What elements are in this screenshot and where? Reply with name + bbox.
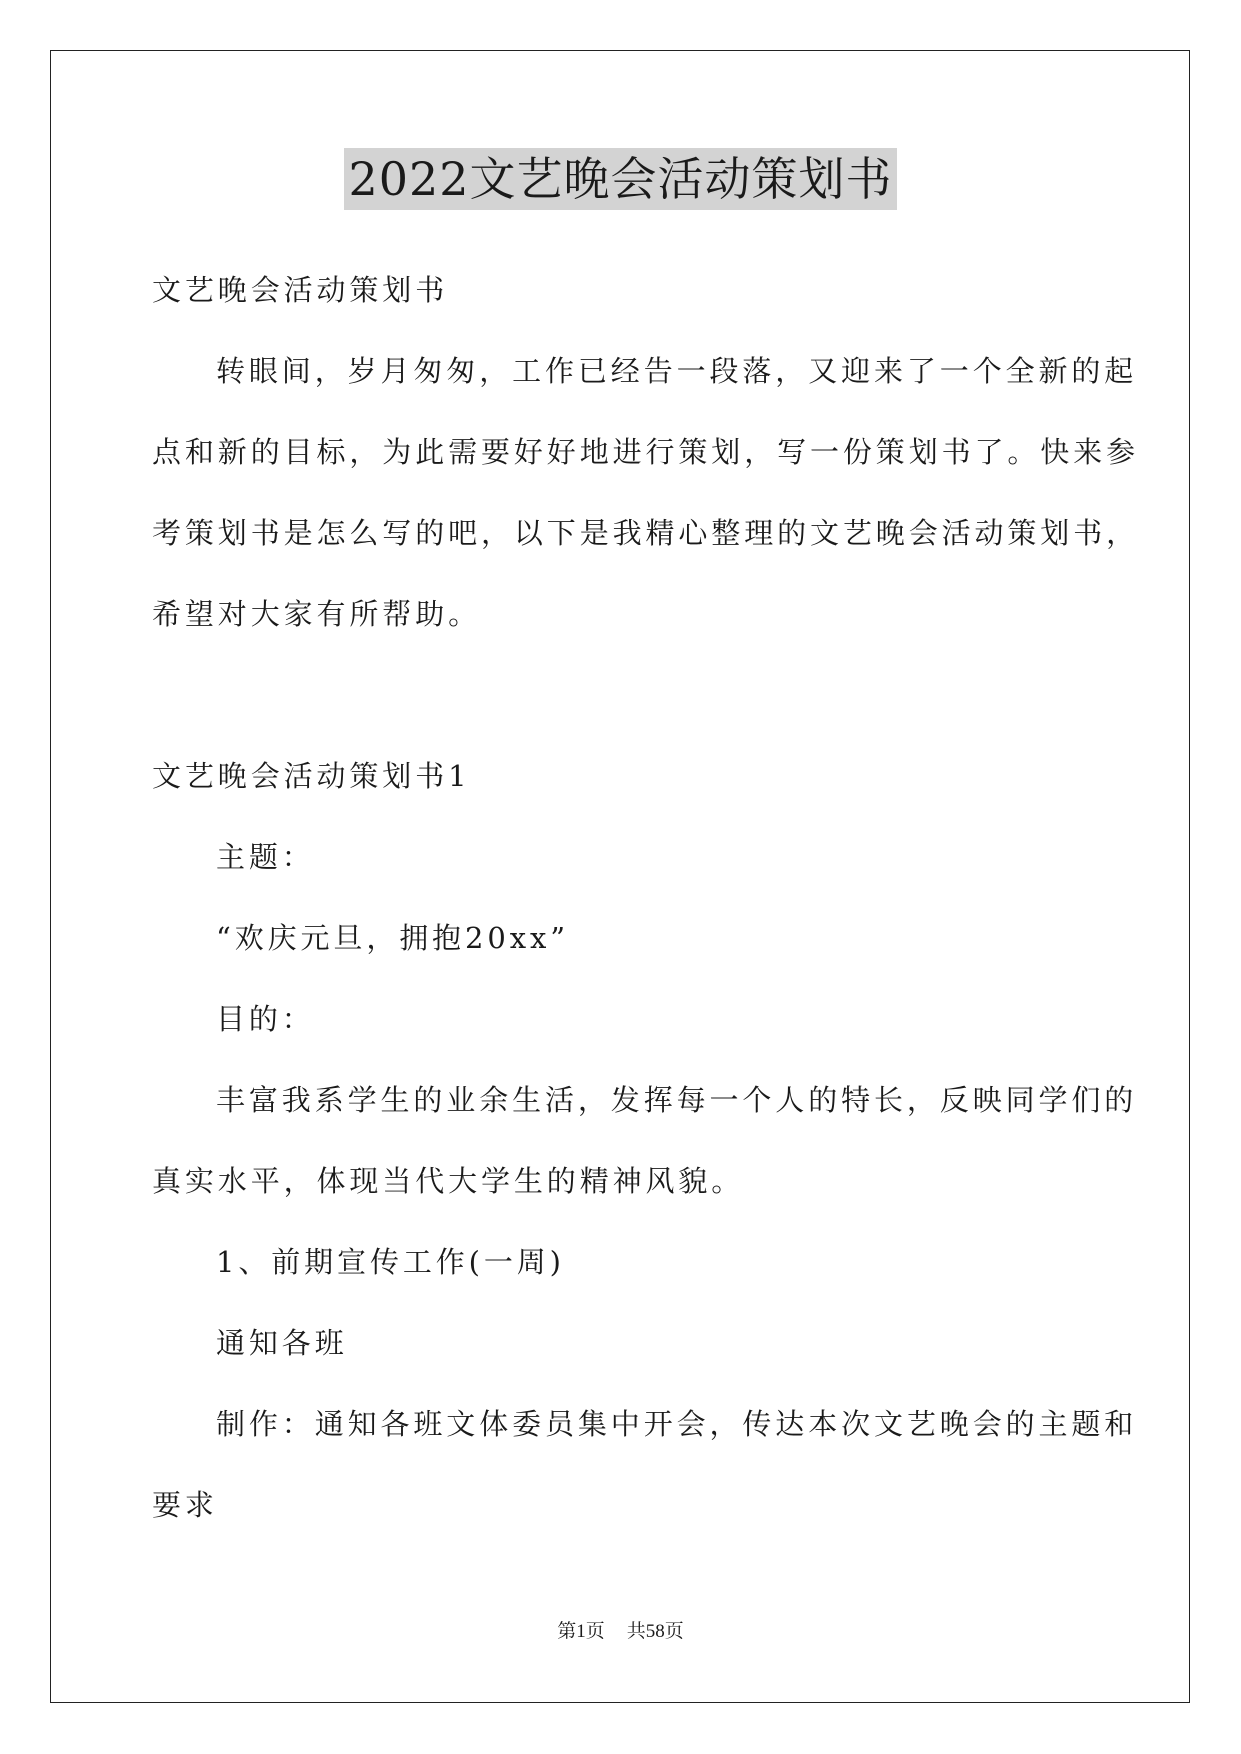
paragraph-line: 点和新的目标，为此需要好好地进行策划，写一份策划书了。快来参 [152,435,1140,469]
label-theme: 主题： [216,840,315,874]
paragraph-line: 丰富我系学生的业余生活，发挥每一个人的特长，反映同学们的 [216,1083,1138,1117]
section-heading-1: 文艺晚会活动策划书1 [152,759,471,793]
paragraph-line: 转眼间，岁月匆匆，工作已经告一段落，又迎来了一个全新的起 [216,354,1138,388]
section-heading-intro: 文艺晚会活动策划书 [152,273,449,307]
paragraph-line: 考策划书是怎么写的吧，以下是我精心整理的文艺晚会活动策划书， [152,516,1140,550]
paragraph-line: 通知各班 [216,1326,348,1360]
theme-text: “欢庆元旦，拥抱20xx” [216,921,569,955]
page-total: 共58页 [626,1621,684,1642]
label-purpose: 目的： [216,1002,315,1036]
page-footer [0,1620,1241,1644]
paragraph-line: 真实水平，体现当代大学生的精神风貌。 [152,1164,745,1198]
page-number: 第1页 [557,1621,605,1642]
list-item-heading: 1、前期宣传工作(一周) [216,1245,565,1279]
paragraph-line: 希望对大家有所帮助。 [152,597,482,631]
document-title: 2022文艺晚会活动策划书 [344,148,896,210]
paragraph-line: 制作：通知各班文体委员集中开会，传达本次文艺晚会的主题和 [216,1407,1138,1441]
title-container [0,148,1241,210]
paragraph-line: 要求 [152,1488,218,1522]
